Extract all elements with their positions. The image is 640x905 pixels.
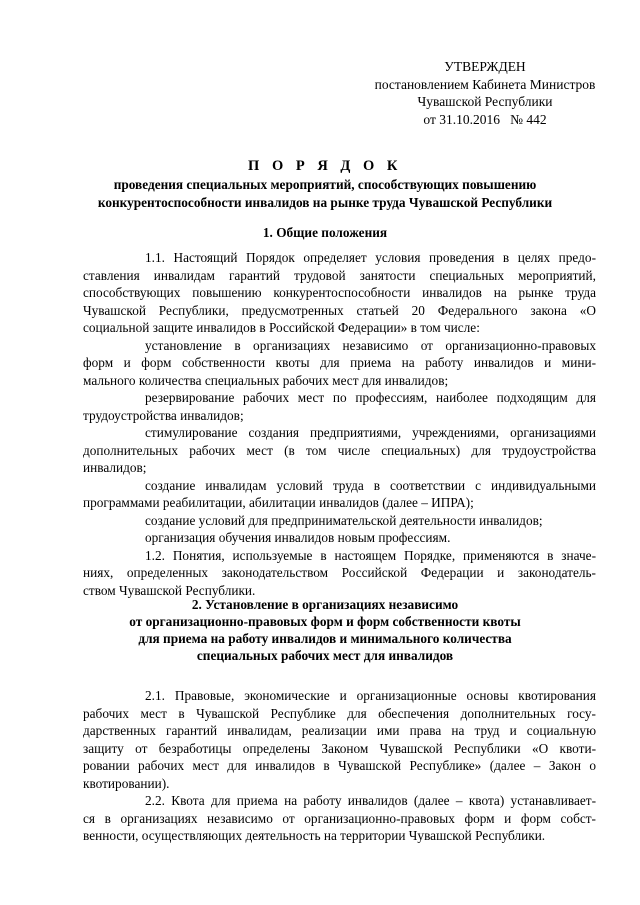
approval-stamp — [360, 58, 610, 128]
text-line: 2.1. Правовые, экономические и организационные основы квотирования — [145, 688, 596, 703]
list-item-stimulation — [83, 424, 596, 477]
document-subtitle-line-1: проведения специальных мероприятий, способствующих повышению — [113, 177, 537, 192]
text-line: ниях, определенных законодательством Российской Федерации и законодатель- — [83, 565, 596, 580]
text-line: ставления инвалидам гарантий трудовой занятости специальных мероприятий, — [83, 267, 596, 283]
text-line: ся в организациях независимо от организационно-правовых форм и форм собст- — [83, 810, 596, 826]
list-item-quota — [83, 337, 596, 390]
heading-line: от организационно-правовых форм и форм собственности квоты — [129, 614, 521, 629]
text-line: создание условий для предпринимательской деятельности инвалидов; — [145, 512, 543, 528]
text-line: организация обучения инвалидов новым профессиям. — [145, 530, 451, 545]
text-line: установление в организациях независимо от организационно-правовых — [145, 337, 596, 353]
text-line: ством Чувашской Республики. — [83, 582, 256, 598]
section-2-heading — [60, 596, 590, 664]
text-line: дополнительных рабочих мест (в том числе специальных) для трудоустройства — [83, 442, 596, 458]
heading-line: 2. Установление в организациях независимо — [191, 597, 459, 612]
text-line: 2.2. Квота для приема на работу инвалидов (далее – квота) устанавливает- — [145, 793, 596, 808]
document-title: П О Р Я Д О К — [248, 158, 402, 174]
text-line: резервирование рабочих мест по профессиям, наиболее подходящим для — [145, 390, 596, 405]
paragraph-2-2 — [83, 792, 596, 845]
heading-line: для приема на работу инвалидов и минимального количества — [138, 631, 512, 646]
text-line: инвалидов; — [83, 460, 147, 475]
text-line: создание инвалидам условий труда в соответствии с индивидуальными — [145, 477, 596, 493]
text-line: Чувашской Республики, предусмотренных статьей 20 Федерального закона «О — [83, 302, 596, 318]
text-line: 1.1. Настоящий Порядок определяет условия проведения в целях предо- — [145, 250, 596, 265]
approval-title: УТВЕРЖДЕН — [444, 59, 526, 74]
text-line: рабочих мест в Чувашской Республике для обеспечения дополнительных госу- — [83, 705, 596, 721]
approval-region: Чувашской Республики — [417, 94, 553, 109]
text-line: ровании рабочих мест для инвалидов в Чувашской Республике» (далее – Закон о — [83, 758, 596, 773]
document-subtitle-line-2: конкурентоспособности инвалидов на рынке труда Чувашской Республики — [97, 195, 553, 210]
paragraph-1-2 — [83, 547, 596, 600]
heading-line: специальных рабочих мест для инвалидов — [196, 648, 454, 663]
text-line: венности, осуществляющих деятельность на территории Чувашской Республики. — [83, 828, 546, 843]
text-line: дарственных гарантий инвалидам, реализации ими права на труд и социальную — [83, 723, 596, 738]
section-1-heading: 1. Общие положения — [262, 225, 388, 240]
list-item-entrepreneurship — [83, 512, 596, 530]
text-line: стимулирование создания предприятиями, учреждениями, организациями — [145, 425, 596, 440]
text-line: форм и форм собственности квоты для приема на работу инвалидов и мини- — [83, 355, 596, 370]
text-line: 1.2. Понятия, используемые в настоящем Порядке, применяются в значе- — [145, 547, 596, 563]
text-line: социальной защите инвалидов в Российской Федерации» в том числе: — [83, 320, 480, 335]
paragraph-1-1 — [83, 249, 596, 337]
list-item-training — [83, 529, 596, 547]
approval-date-number: от 31.10.2016 № 442 — [423, 111, 547, 127]
list-item-conditions — [83, 477, 596, 512]
text-line: квотировании). — [83, 775, 170, 791]
text-line: мального количества специальных рабочих мест для инвалидов; — [83, 372, 449, 388]
paragraph-2-1 — [83, 687, 596, 792]
text-line: трудоустройства инвалидов; — [83, 407, 244, 423]
text-line: способствующих повышению конкурентоспособности инвалидов на рынке труда — [83, 285, 596, 300]
text-line: программами реабилитации, абилитации инвалидов (далее – ИПРА); — [83, 495, 474, 510]
approval-authority: постановлением Кабинета Министров — [374, 76, 596, 92]
text-line: защиту от безработицы определены Законом Чувашской Республики «О квоти- — [83, 740, 596, 756]
list-item-reservation — [83, 389, 596, 424]
document-title-block — [60, 157, 590, 211]
